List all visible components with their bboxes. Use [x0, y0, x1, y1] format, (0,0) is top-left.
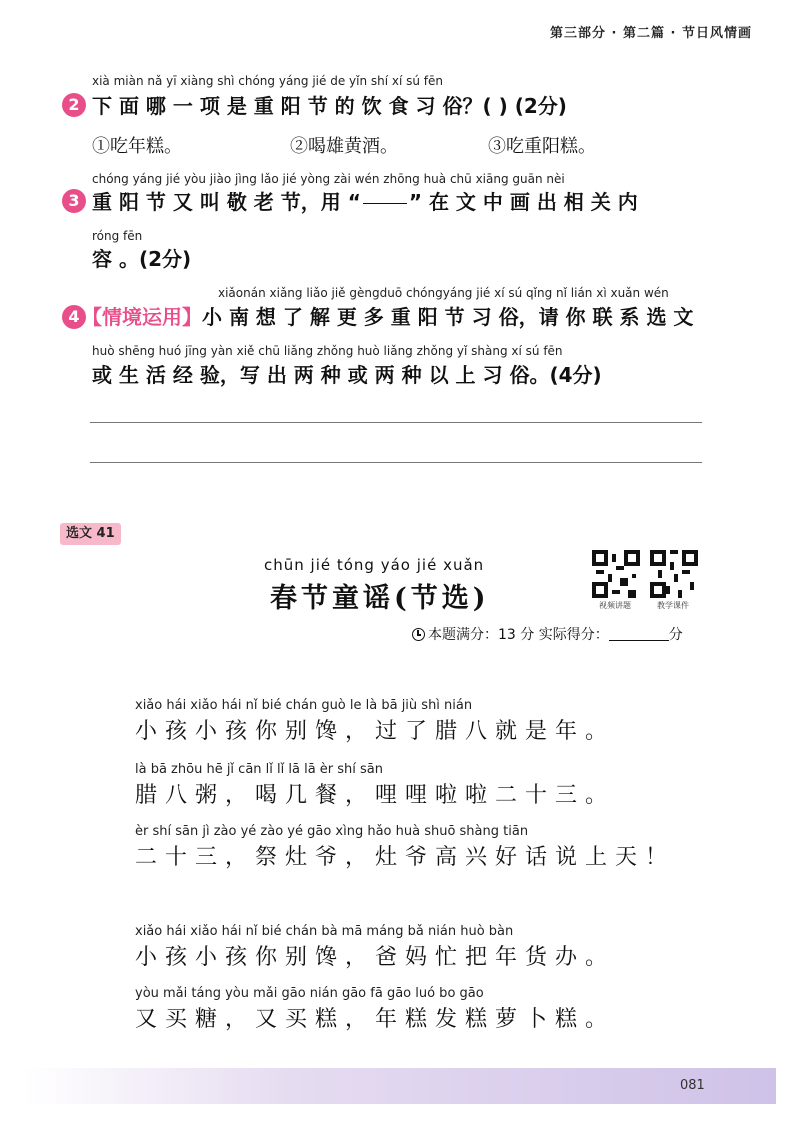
poem-line-4: 小孩小孩你别馋，爸妈忙把年货办。 [135, 945, 616, 970]
q3-text-line2: 容 。(2分) [92, 247, 192, 271]
poem-pinyin-2: là bā zhōu hē jǐ cān lǐ lǐ lā lā èr shí sān [135, 762, 384, 777]
answer-line-1[interactable] [90, 422, 702, 423]
q4-text-line2: 或 生 活 经 验，写 出 两 种 或 两 种 以 上 习 俗。(4分) [92, 363, 602, 387]
q3-pinyin-line2: róng fēn [92, 229, 143, 243]
q2-option-1[interactable]: ①吃年糕。 [92, 136, 182, 157]
q3-number: 3 [62, 189, 86, 213]
poem-line-5: 又买糖，又买糕，年糕发糕萝卜糕。 [135, 1007, 616, 1032]
qr-caption-video: 视频讲题 [599, 601, 631, 610]
page-number: 081 [680, 1078, 705, 1093]
qr-code-video[interactable] [592, 550, 640, 598]
title-pinyin: chūn jié tóng yáo jié xuǎn [264, 556, 485, 574]
qr-caption-courseware: 教学课件 [657, 601, 689, 610]
qr-code-icon [592, 550, 640, 598]
q4-text-part: 小 南 想 了 解 更 多 重 阳 节 习 俗，请 你 联 系 选 文 [202, 305, 694, 329]
q3-blank[interactable] [363, 203, 407, 204]
poem-pinyin-1: xiǎo hái xiǎo hái nǐ bié chán guò le là bā jiù shì nián [135, 698, 473, 713]
q2-pinyin: xià miàn nǎ yī xiàng shì chóng yáng jié de yǐn shí xí sú fēn [92, 74, 444, 88]
score-line [412, 624, 683, 644]
qr-code-courseware[interactable] [650, 550, 698, 598]
score-label: 本题满分：13 分 实际得分： [428, 627, 609, 643]
poem-pinyin-3: èr shí sān jì zào yé zào yé gāo xìng hǎo huà shuō shàng tiān [135, 824, 529, 839]
q2-number: 2 [62, 93, 86, 117]
qr-code-icon [650, 550, 698, 598]
q2-text: 下 面 哪 一 项 是 重 阳 节 的 饮 食 习 俗？( ) (2分) [92, 94, 567, 118]
q4-text-line1 [82, 301, 693, 330]
poem-pinyin-4: xiǎo hái xiǎo hái nǐ bié chán bà mā máng bǎ nián huò bàn [135, 924, 514, 939]
q3-text-part-a: 重 阳 节 又 叫 敬 老 节，用 “ [92, 190, 361, 214]
poem-pinyin-5: yòu mǎi táng yòu mǎi gāo nián gāo fā gāo luó bo gāo [135, 986, 484, 1001]
poem-title: 春节童谣(节选) [270, 583, 490, 614]
score-unit: 分 [668, 627, 683, 643]
footer-band [24, 1068, 776, 1104]
q2-option-3[interactable]: ③吃重阳糕。 [488, 136, 596, 157]
poem-line-1: 小孩小孩你别馋，过了腊八就是年。 [135, 719, 616, 744]
answer-line-2[interactable] [90, 462, 702, 463]
q4-pinyin-line1: xiǎonán xiǎng liǎo jiě gèngduō chóngyáng jié xí sú qǐng nǐ lián xì xuǎn wén [218, 286, 669, 300]
q4-pinyin-line2: huò shēng huó jīng yàn xiě chū liǎng zhǒng huò liǎng zhǒng yǐ shàng xí sú fēn [92, 344, 563, 358]
poem-line-3: 二十三，祭灶爷，灶爷高兴好话说上天！ [135, 845, 676, 870]
score-blank[interactable] [609, 640, 669, 641]
q4-number: 4 [62, 305, 86, 329]
q2-option-2[interactable]: ②喝雄黄酒。 [290, 136, 398, 157]
poem-line-2: 腊八粥，喝几餐，哩哩啦啦二十三。 [135, 783, 616, 808]
q4-scenario-tag: 【情境运用】 [82, 305, 202, 329]
q3-text-line1 [92, 186, 638, 215]
q3-pinyin-line1: chóng yáng jié yòu jiào jìng lǎo jié yòng zài wén zhōng huà chū xiāng guān nèi [92, 172, 565, 186]
section-header: 第三部分 · 第二篇 · 节日风情画 [550, 26, 752, 41]
clock-icon [412, 628, 425, 641]
selection-badge: 选文 41 [60, 523, 121, 545]
q3-text-part-b: ” 在 文 中 画 出 相 关 内 [408, 190, 638, 214]
